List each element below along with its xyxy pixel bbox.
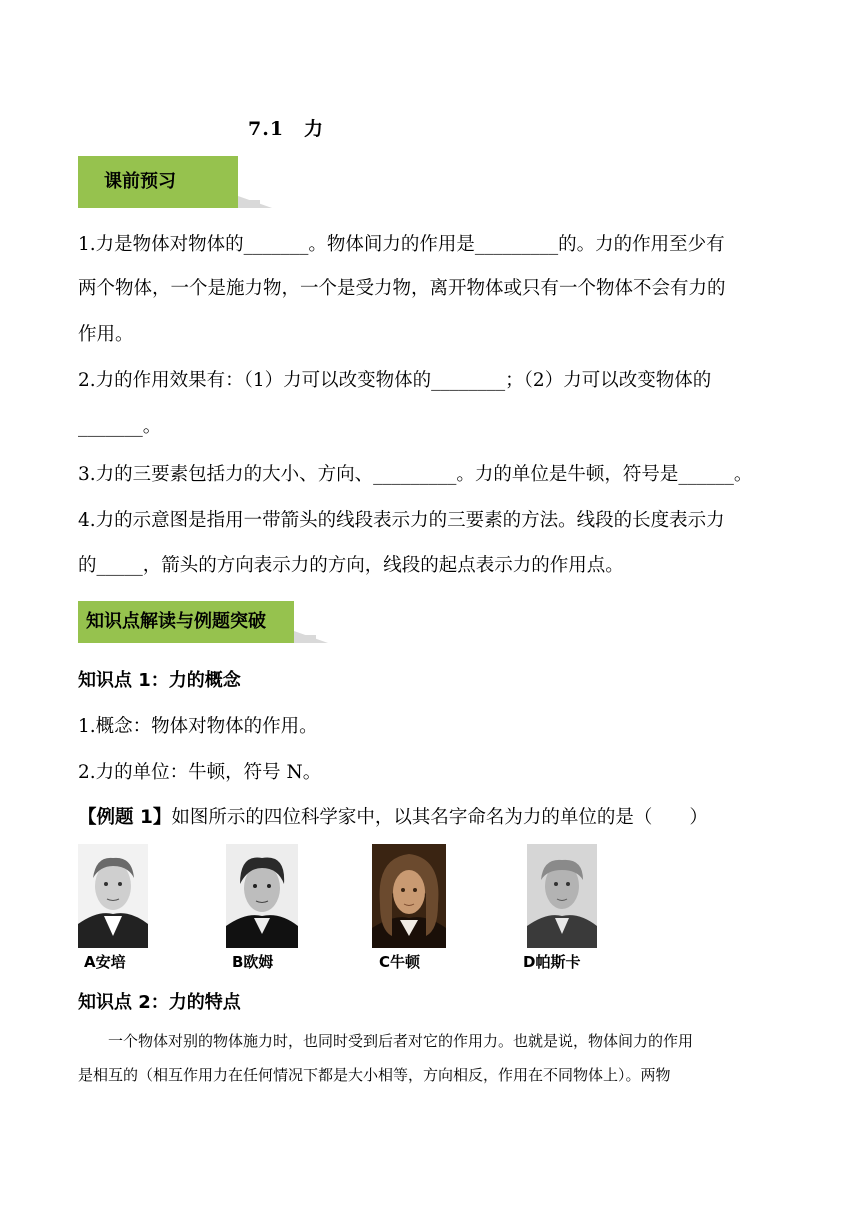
example-tag: 【例题 1】: [78, 807, 172, 828]
example-1: [78, 803, 708, 829]
text-line: 4.力的示意图是指用一带箭头的线段表示力的三要素的方法。线段的长度表示力: [78, 510, 725, 531]
portrait-caption: C牛顿: [379, 953, 421, 971]
portrait-ohm: [226, 844, 298, 948]
text-line: 2.力的作用效果有：（1）力可以改变物体的________；（2）力可以改变物体的: [78, 370, 712, 391]
portrait-ampere: [78, 844, 148, 948]
text-line: 的_____，箭头的方向表示力的方向，线段的起点表示力的作用点。: [78, 555, 624, 576]
portrait-caption: A安培: [84, 953, 126, 971]
portrait-newton: [372, 844, 446, 948]
text-line: 两个物体，一个是施力物，一个是受力物，离开物体或只有一个物体不会有力的: [78, 278, 726, 299]
portrait-pascal: [527, 844, 597, 948]
text-line: 一个物体对别的物体施力时，也同时受到后者对它的作用力。也就是说，物体间力的作用: [108, 1032, 694, 1050]
text-line: 作用。: [78, 324, 134, 345]
section-banner-preview: 课前预习: [78, 156, 238, 208]
text-line: 2.力的单位：牛顿，符号 N。: [78, 762, 322, 783]
knowledge-point-1-heading: 知识点 1：力的概念: [78, 670, 241, 691]
knowledge-point-2-heading: 知识点 2：力的特点: [78, 992, 241, 1013]
text-line: 1.力是物体对物体的_______。物体间力的作用是_________的。力的作用至少有: [78, 234, 725, 255]
text-line: 3.力的三要素包括力的大小、方向、_________。力的单位是牛顿，符号是______。: [78, 464, 753, 485]
text-line: _______。: [78, 416, 162, 437]
section-banner-knowledge: 知识点解读与例题突破: [78, 601, 294, 643]
portrait-caption: D帕斯卡: [523, 953, 581, 971]
text-line: 1.概念：物体对物体的作用。: [78, 716, 318, 737]
page-title: 7.1 力: [248, 118, 325, 140]
example-text: 如图所示的四位科学家中，以其名字命名为力的单位的是（ ）: [171, 807, 708, 828]
portrait-caption: B欧姆: [232, 953, 274, 971]
text-line: 是相互的（相互作用力在任何情况下都是大小相等，方向相反，作用在不同物体上）。两物: [78, 1066, 671, 1084]
banner-shadow: [238, 200, 260, 208]
banner-shadow: [294, 635, 316, 643]
